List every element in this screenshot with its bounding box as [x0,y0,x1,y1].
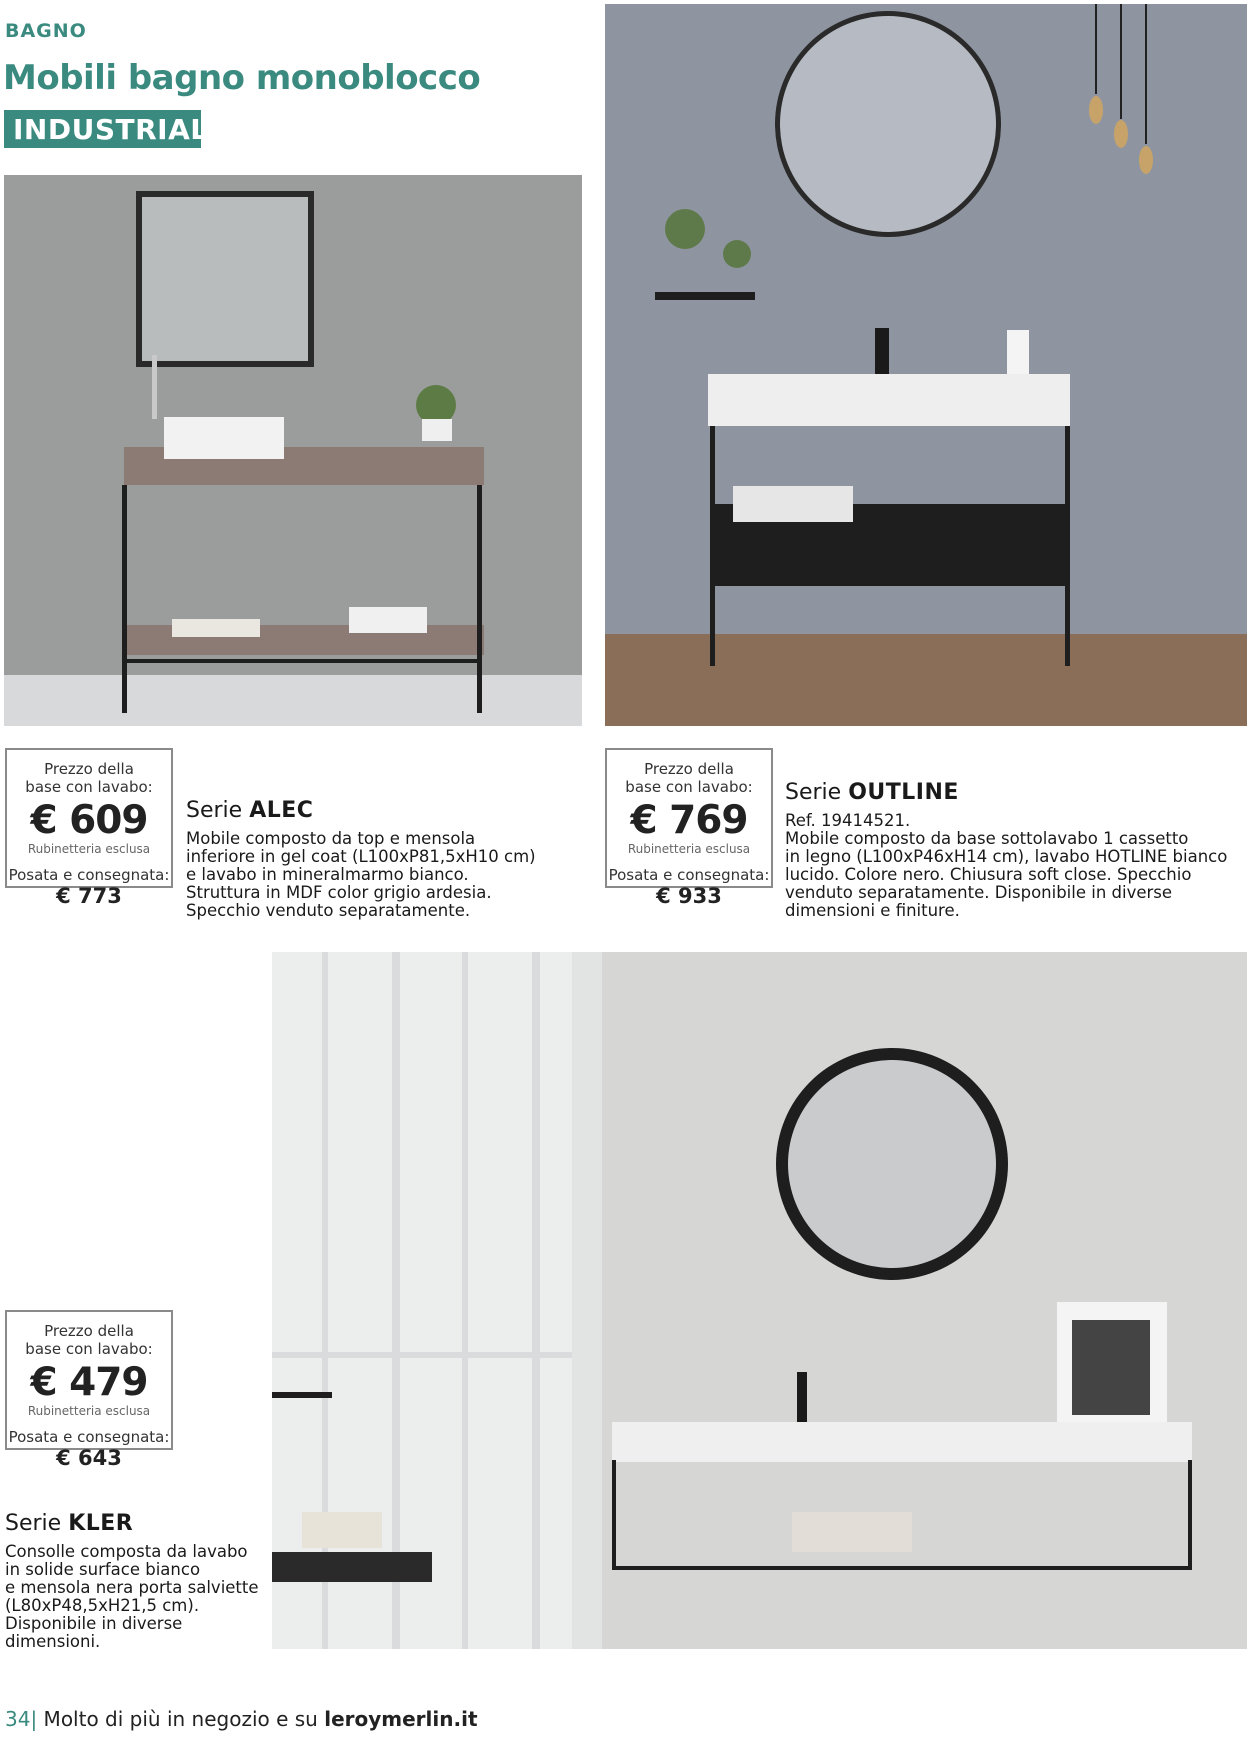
footer-separator: | [30,1707,38,1731]
series-name: ALEC [249,798,314,823]
footer-text: Molto di più in negozio e su [37,1707,325,1731]
photo-alec [4,175,582,726]
price-note: Rubinetteria esclusa [27,842,151,856]
footer-site-link[interactable]: leroymerlin.it [324,1707,478,1731]
photo-outline [605,4,1247,726]
price-note: Rubinetteria esclusa [627,842,751,856]
delivered-label: Posata e consegnata: [608,866,770,884]
delivered-price: € 933 [656,884,722,908]
delivered-label: Posata e consegnata: [8,866,170,884]
price-value: € 479 [30,1360,148,1405]
series-prefix: Serie [785,780,849,805]
description-outline: Ref. 19414521. Mobile composto da base sottolavabo 1 cassetto in legno (L100xP46xH14 cm), lavabo HOTLINE bianco lucido. Colore nero. Chiusura soft close. Specchio venduto separatamente. Disponibile in diverse dimensioni e finiture. [785,811,1228,920]
series-name: KLER [68,1511,134,1536]
page-number: 34 [5,1707,31,1731]
delivered-price: € 643 [56,1446,122,1470]
page-title: Mobili bagno monoblocco [3,58,481,98]
description-kler: Consolle composta da lavabo in solide surface bianco e mensola nera porta salviette (L80xP48,5xH21,5 cm). Disponibile in diverse dimensioni. [5,1542,259,1651]
price-box-alec [5,748,173,908]
price-value: € 769 [630,798,748,843]
description-alec: Mobile composto da top e mensola inferiore in gel coat (L100xP81,5xH10 cm) e lavabo in mineralmarmo bianco. Struttura in MDF color grigio ardesia. Specchio venduto separatamente. [186,829,536,920]
price-value: € 609 [30,798,148,843]
price-label: Prezzo della base con lavabo: [625,760,753,796]
series-name: OUTLINE [848,780,959,805]
price-label: Prezzo della base con lavabo: [25,1322,153,1358]
series-title-alec [186,798,313,823]
delivered-label: Posata e consegnata: [8,1428,170,1446]
series-title-kler [5,1511,133,1536]
footer [5,1707,478,1731]
style-tag: INDUSTRIAL [4,110,201,148]
series-title-outline [785,780,959,805]
delivered-price: € 773 [56,884,122,908]
series-prefix: Serie [5,1511,69,1536]
photo-kler [272,952,1247,1649]
price-note: Rubinetteria esclusa [27,1404,151,1418]
series-prefix: Serie [186,798,250,823]
section-label: BAGNO [5,20,87,42]
price-box-outline [605,748,773,908]
price-box-kler [5,1310,173,1470]
price-label: Prezzo della base con lavabo: [25,760,153,796]
